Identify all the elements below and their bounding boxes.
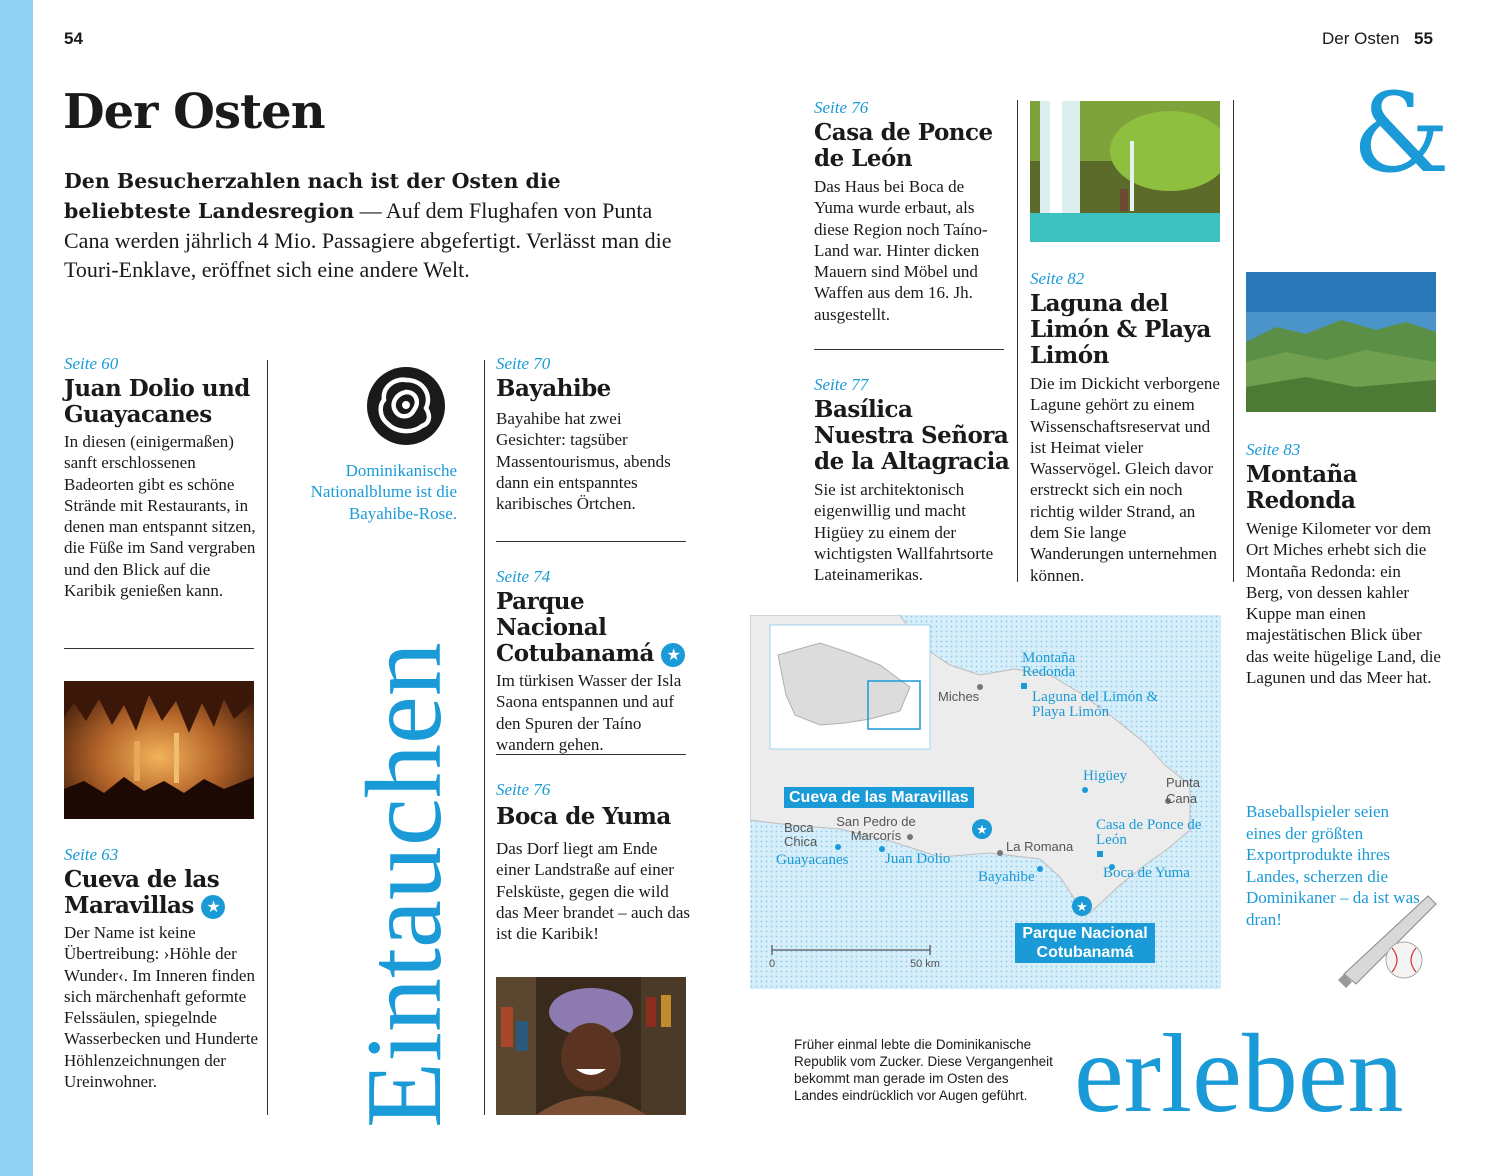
divider bbox=[814, 349, 1004, 350]
map-label-punta-cana: Punta Cana bbox=[1166, 775, 1200, 806]
column-rule bbox=[484, 360, 485, 1115]
page-ref: Seite 76 bbox=[814, 98, 869, 117]
map-label-juan-dolio: Juan Dolio bbox=[885, 851, 951, 867]
rose-caption: Dominikanische Nationalblume ist die Bayahibe-Rose. bbox=[310, 461, 457, 523]
entry-title: Bayahibe bbox=[496, 375, 611, 402]
page-number-right: 55 bbox=[1414, 29, 1433, 48]
intro-paragraph bbox=[64, 166, 694, 284]
entry-montana bbox=[1246, 440, 1441, 688]
divider bbox=[64, 648, 254, 649]
map-label-cueva: Cueva de las Maravillas bbox=[784, 787, 974, 808]
entry-title: Parque Nacional Cotubanamá bbox=[496, 588, 654, 667]
page-ref: Seite 60 bbox=[64, 354, 119, 373]
column-rule bbox=[1017, 100, 1018, 582]
vertical-word: Eintauchen bbox=[345, 642, 464, 1128]
entry-text: Im türkisen Wasser der Isla Saona entspannen und auf den Spuren der Taíno wandern gehen. bbox=[496, 671, 682, 754]
star-icon: ★ bbox=[661, 643, 685, 667]
entry-text: Das Dorf liegt am Ende einer Landstraße auf einer Felsküste, gegen die wild das Meer brandet – auch das ist die Karibik! bbox=[496, 839, 691, 944]
entry-title: Basílica Nuestra Señora de la Altagracia bbox=[814, 396, 1010, 475]
map-label-boca-yuma: Boca de Yuma bbox=[1103, 865, 1190, 881]
map-label-bayahibe: Bayahibe bbox=[978, 869, 1035, 885]
map-label-san-pedro: San Pedro de Marcorís bbox=[836, 814, 916, 843]
map-label-higuey: Higüey bbox=[1083, 768, 1128, 784]
entry-text: Bayahibe hat zwei Gesichter: tagsüber Massentourismus, abends dann ein entspanntes karibisches Örtchen. bbox=[496, 409, 671, 514]
map-label-parque: Parque Nacional Cotubanamá bbox=[1015, 923, 1155, 963]
entry-title: Casa de Ponce de León bbox=[814, 119, 993, 172]
big-word: erleben bbox=[1074, 1012, 1404, 1136]
entry-casa-ponce bbox=[814, 98, 1004, 325]
entry-cueva bbox=[64, 845, 259, 1092]
entry-title: Cueva de las Maravillas bbox=[64, 866, 220, 919]
woman-photo bbox=[496, 977, 686, 1115]
cave-photo bbox=[64, 681, 254, 819]
page-ref: Seite 70 bbox=[496, 354, 551, 373]
divider bbox=[496, 541, 686, 542]
page-title: Der Osten bbox=[63, 84, 325, 140]
map-label-casa: Casa de Ponce de León bbox=[1096, 817, 1202, 848]
star-icon: ★ bbox=[201, 895, 225, 919]
baseball-caption: Baseballspieler seien eines der größten Exportprodukte ihres Landes, scherzen die Dominikaner – da ist was dran! bbox=[1246, 802, 1420, 929]
page-ref: Seite 63 bbox=[64, 845, 119, 864]
svg-text:★: ★ bbox=[1076, 900, 1088, 915]
sugar-caption: Früher einmal lebte die Dominikanische Republik vom Zucker. Diese Vergangenheit bekommt man gerade im Osten des Landes eindrücklich vor Augen geführt. bbox=[794, 1037, 1053, 1103]
entry-bayahibe bbox=[496, 354, 688, 514]
column-rule bbox=[267, 360, 268, 1115]
map-label-guayacanes: Guayacanes bbox=[776, 852, 849, 868]
entry-title: Juan Dolio und Guayacanes bbox=[64, 375, 250, 428]
page-ref: Seite 82 bbox=[1030, 269, 1085, 288]
running-header: Der Osten bbox=[1322, 29, 1400, 48]
entry-boca-yuma bbox=[496, 780, 692, 944]
ampersand: & bbox=[1352, 69, 1450, 197]
baseball-bat-icon bbox=[1336, 886, 1440, 990]
intro-lead: Den Besucherzahlen nach ist der Osten die beliebteste Landesregion bbox=[64, 169, 561, 223]
entry-text: Wenige Kilometer vor dem Ort Miches erhebt sich die Montaña Redonda: ein Berg, von dessen kahler Kuppe man einen majestätischen Blick über das weite hügelige Land, die Lagunen und das Meer hat. bbox=[1246, 519, 1441, 688]
entry-title: Laguna del Limón & Playa Limón bbox=[1030, 290, 1211, 369]
waterfall-photo bbox=[1030, 101, 1220, 242]
intro-rest: — Auf dem Flughafen von Punta Cana werden jährlich 4 Mio. Passagiere abgefertigt. Verlässt man die Touri-Enklave, eröffnet sich eine andere Welt. bbox=[64, 198, 672, 282]
map-scale-zero: 0 bbox=[769, 958, 776, 970]
region-map bbox=[750, 615, 1221, 989]
entry-text: Die im Dickicht verborgene Lagune gehört zu einem Wissenschaftsreservat und ist Heimat vieler Wasservögel. Gleich davor erstreckt sich ein noch richtig wilder Strand, an dem Sie lange Wanderungen unternehmen können. bbox=[1030, 374, 1220, 585]
entry-laguna bbox=[1030, 269, 1220, 586]
entry-cotubanama bbox=[496, 567, 688, 755]
page-number-left: 54 bbox=[64, 29, 83, 48]
map-scale-km: 50 km bbox=[910, 958, 940, 970]
page-ref: Seite 76 bbox=[496, 780, 551, 799]
divider bbox=[496, 754, 686, 755]
left-edge-bar bbox=[0, 0, 33, 1176]
page-ref: Seite 77 bbox=[814, 375, 869, 394]
map-label-boca-chica: Boca Chica bbox=[784, 820, 818, 849]
page-ref: Seite 83 bbox=[1246, 440, 1301, 459]
map-label-miches: Miches bbox=[938, 689, 980, 704]
entry-title: Boca de Yuma bbox=[496, 803, 671, 830]
entry-text: Sie ist architektonisch eigenwillig und macht Higüey zu einem der wichtigsten Wallfahrtsorte Lateinamerikas. bbox=[814, 480, 994, 585]
svg-text:★: ★ bbox=[976, 823, 988, 838]
column-rule bbox=[1233, 100, 1234, 582]
page-ref: Seite 74 bbox=[496, 567, 551, 586]
entry-juan-dolio bbox=[64, 354, 259, 601]
entry-text: Der Name ist keine Übertreibung: ›Höhle der Wunder‹. Im Inneren finden sich märchenhaft geformte Felssäulen, spiegelnde Wasserbecken und Hunderte Höhlenzeichnungen der Ureinwohner. bbox=[64, 923, 259, 1092]
entry-text: In diesen (einigermaßen) sanft erschlossenen Badeorten gibt es schöne Strände mit Restaurants, in denen man entspannt sitzen, die Füße im Sand vergraben und den Blick auf die Karibik genießen kann. bbox=[64, 432, 256, 601]
map-label-la-romana: La Romana bbox=[1006, 839, 1074, 854]
map-label-laguna: Laguna del Limón & Playa Limón bbox=[1032, 689, 1159, 720]
mountain-photo bbox=[1246, 272, 1436, 412]
rose-icon bbox=[366, 366, 446, 446]
entry-text: Das Haus bei Boca de Yuma wurde erbaut, als diese Region noch Taíno-Land war. Hinter dicken Mauern sind Möbel und Waffen aus dem 16. Jh. ausgestellt. bbox=[814, 177, 988, 324]
map-label-montana: Montaña Redonda bbox=[1022, 650, 1076, 680]
entry-title: Montaña Redonda bbox=[1246, 461, 1358, 514]
entry-basilica bbox=[814, 375, 1010, 585]
